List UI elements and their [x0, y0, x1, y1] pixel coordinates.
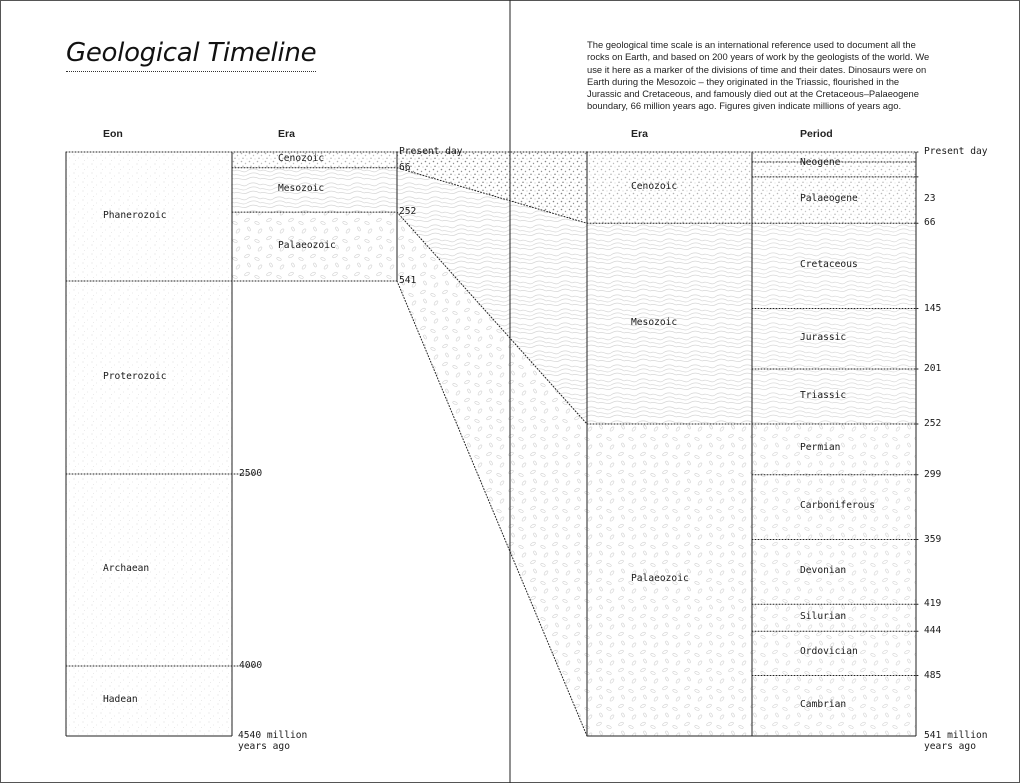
right-tick-present-day: Present day: [924, 146, 988, 157]
right-tick-359: 359: [924, 533, 942, 545]
right-era-label-palaeozoic: Palaeozoic: [631, 573, 689, 584]
eon-column-header: Eon: [103, 128, 123, 140]
right-tick-23: 23: [924, 192, 936, 204]
period-label-ordovician: Ordovician: [800, 646, 858, 658]
intro-paragraph: The geological time scale is an international reference used to document all the rocks on Earth, and based on 200 years of work by the geologists of the world. We use it here as a marker of the divisions of time and their dates. Dinosaurs were on Earth during the Mesozoic – they originated in the Triassic, flourished in the Jurassic and Cretaceous, and famously died out at the Cretaceous–Palaeogene boundary, 66 million years ago. Figures given indicate millions of years ago.: [587, 39, 930, 112]
left-era-tick-541: 541: [399, 275, 417, 286]
period-label-carboniferous: Carboniferous: [800, 500, 876, 512]
eon-label-archaean: Archaean: [103, 563, 150, 574]
left-era-tick-66: 66: [399, 161, 411, 173]
right-tick-444: 444: [924, 625, 942, 637]
right-tick-419: 419: [924, 598, 942, 610]
right-tick-201: 201: [924, 362, 942, 374]
left-era-column-header: Era: [278, 128, 295, 140]
right-tick-485: 485: [924, 669, 942, 681]
left-era-label-cenozoic: Cenozoic: [278, 152, 325, 164]
right-era-label-mesozoic: Mesozoic: [631, 316, 678, 328]
right-tick-145: 145: [924, 302, 942, 314]
period-label-neogene: Neogene: [800, 157, 841, 169]
left-bottom-label-1: 4540 million: [238, 730, 308, 741]
left-era-label-palaeozoic: Palaeozoic: [278, 239, 336, 251]
eon-label-hadean: Hadean: [103, 694, 138, 705]
right-tick-252: 252: [924, 418, 942, 430]
left-bottom-label-2: years ago: [238, 741, 290, 752]
period-column-header: Period: [800, 128, 833, 140]
eon-label-phanerozoic: Phanerozoic: [103, 209, 167, 221]
right-bottom-label-1: 541 million: [924, 730, 988, 741]
eon-tick-4000: 4000: [239, 660, 263, 671]
eon-band-hadean: [66, 666, 232, 736]
period-label-permian: Permian: [800, 442, 841, 454]
page-title: Geological Timeline: [66, 38, 316, 72]
left-era-label-mesozoic: Mesozoic: [278, 182, 325, 194]
period-label-triassic: Triassic: [800, 389, 847, 401]
left-era-tick-present-day: Present day: [399, 146, 463, 157]
period-label-palaeogene: Palaeogene: [800, 193, 858, 205]
period-label-devonian: Devonian: [800, 564, 847, 576]
right-era-label-cenozoic: Cenozoic: [631, 180, 678, 192]
left-era-tick-252: 252: [399, 206, 417, 218]
period-label-cretaceous: Cretaceous: [800, 258, 858, 270]
right-bottom-label-2: years ago: [924, 741, 976, 752]
eon-tick-2500: 2500: [239, 468, 263, 479]
period-label-silurian: Silurian: [800, 610, 847, 622]
right-tick-66: 66: [924, 217, 936, 229]
period-label-jurassic: Jurassic: [800, 331, 847, 343]
right-tick-299: 299: [924, 468, 942, 480]
right-era-column-header: Era: [631, 128, 648, 140]
eon-label-proterozoic: Proterozoic: [103, 370, 167, 382]
period-label-cambrian: Cambrian: [800, 698, 847, 710]
